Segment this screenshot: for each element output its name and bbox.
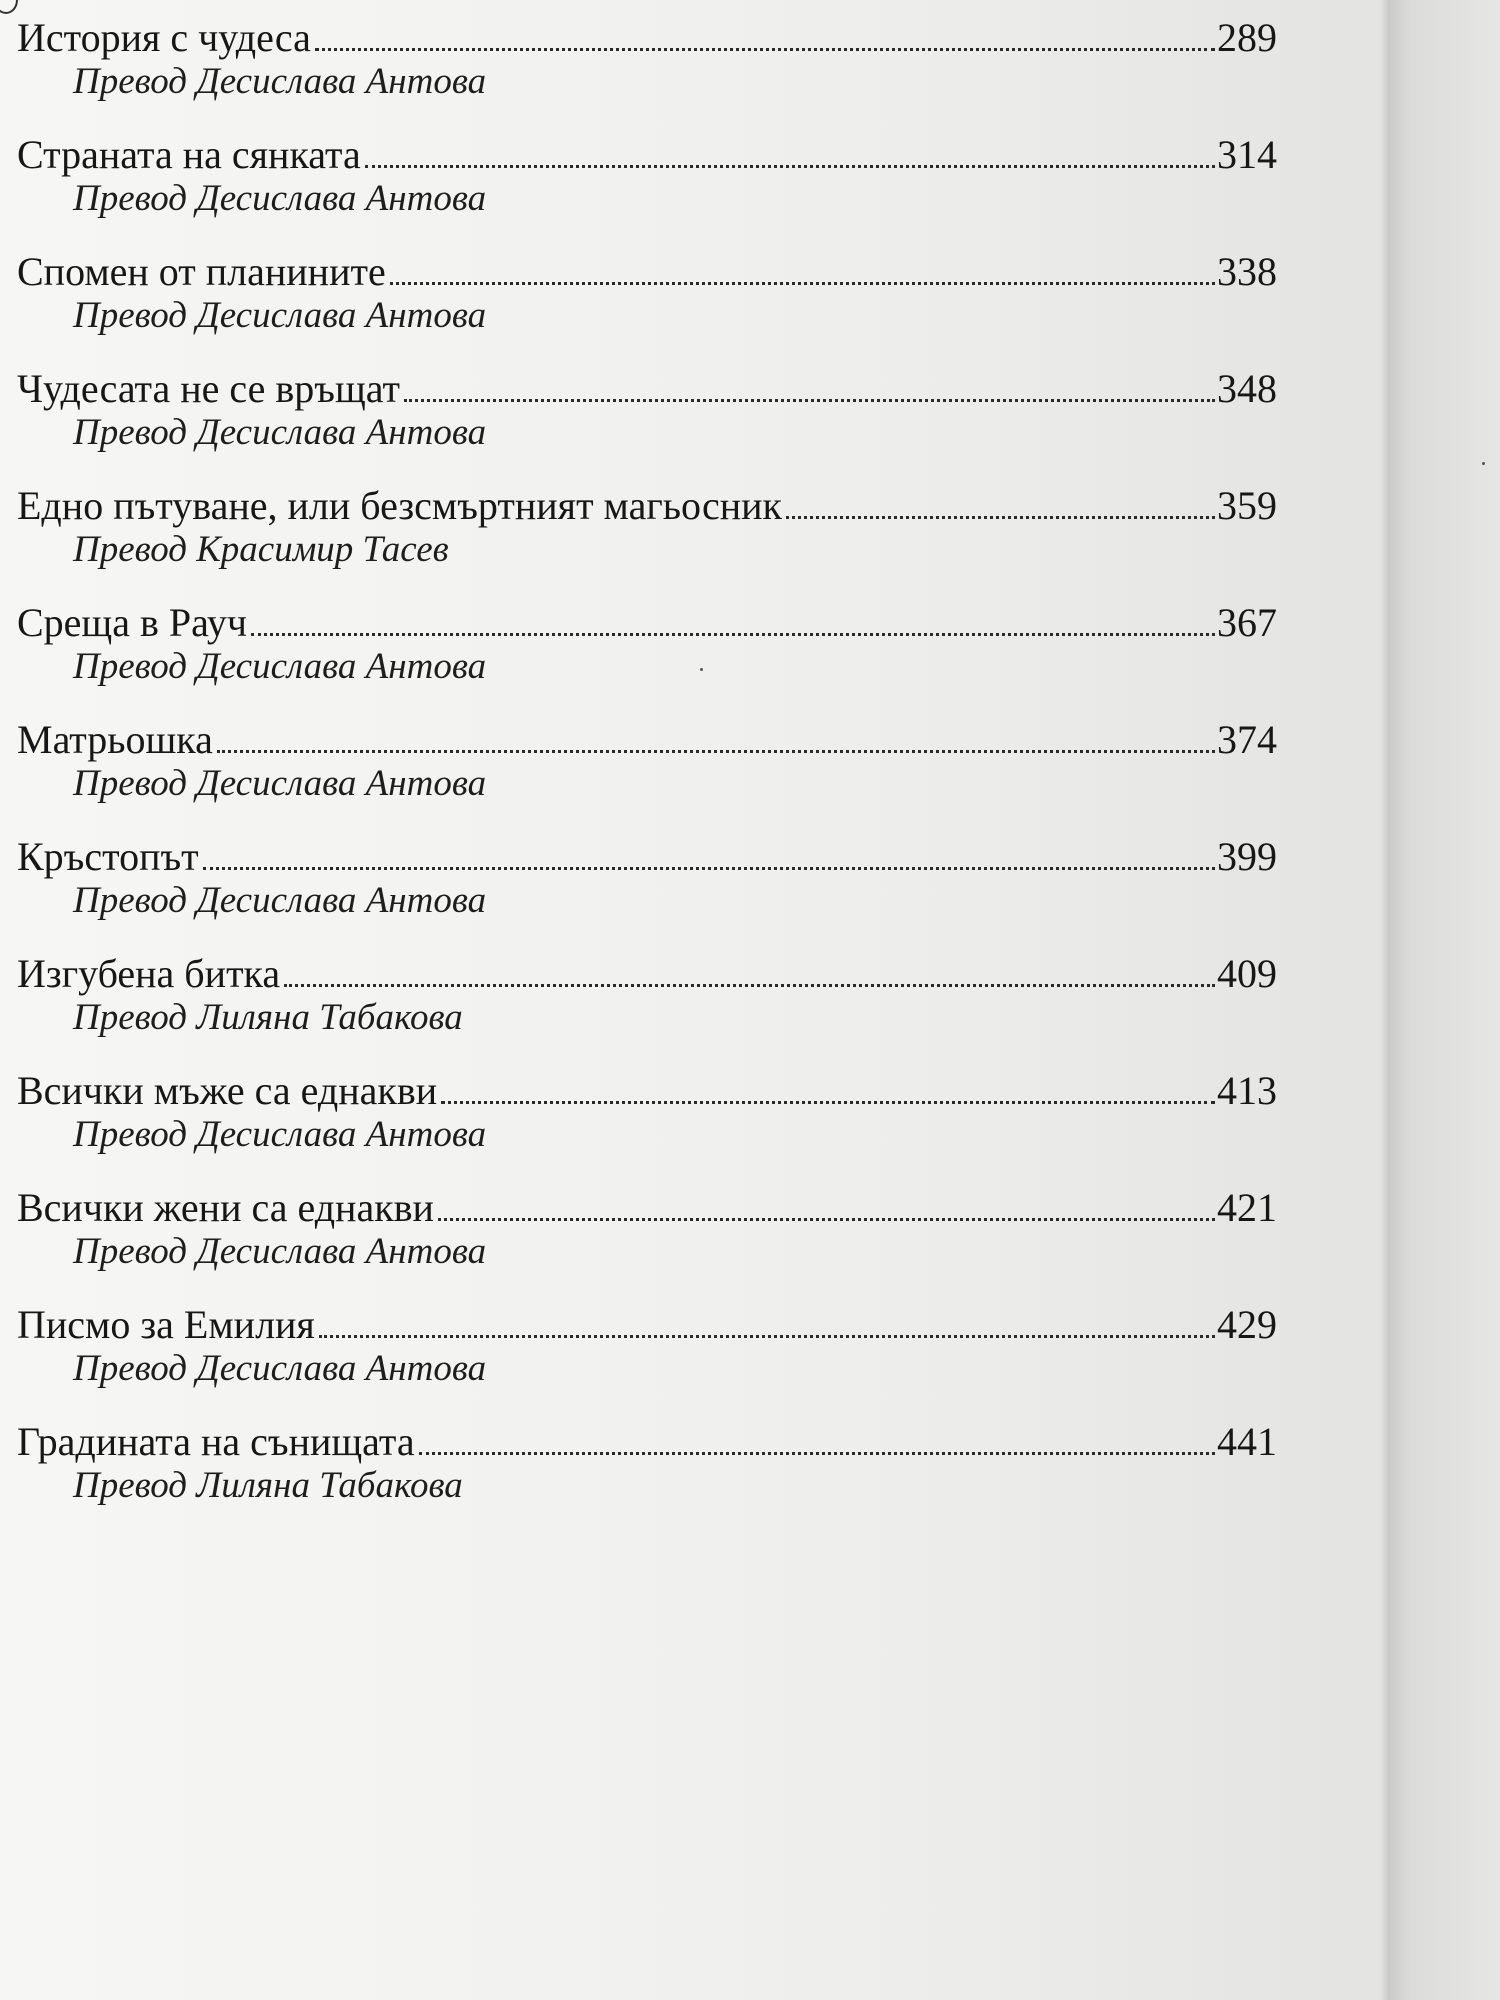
toc-title-line: [17, 819, 1277, 877]
toc-entry: [17, 117, 1277, 234]
toc-translator: Превод Лиляна Табакова: [73, 1465, 463, 1506]
toc-translator: Превод Десислава Антова: [73, 646, 487, 687]
toc-translator: Превод Десислава Антова: [73, 295, 487, 336]
toc-translator: Превод Красимир Тасев: [73, 529, 449, 570]
dot-leader: [404, 399, 1215, 402]
toc-page-number: 314: [1217, 132, 1277, 177]
toc-title-line: [17, 1404, 1277, 1462]
toc-page-number: 289: [1217, 15, 1277, 60]
toc-translator: Превод Десислава Антова: [73, 178, 487, 219]
toc-page-number: 359: [1217, 483, 1277, 528]
toc-page-number: 429: [1217, 1302, 1277, 1347]
toc-translator: Превод Десислава Антова: [73, 412, 487, 453]
toc-title: Всички мъже са еднакви: [17, 1068, 438, 1113]
toc-title: Едно пътуване, или безсмъртният магьосник: [17, 483, 782, 528]
toc-page-number: 421: [1217, 1185, 1277, 1230]
toc-title: Изгубена битка: [17, 951, 281, 996]
dot-leader: [438, 1218, 1215, 1221]
toc-title-line: [17, 936, 1277, 994]
dot-leader: [365, 165, 1215, 168]
toc-title: Спомен от планините: [17, 249, 386, 294]
toc-page-number: 399: [1217, 834, 1277, 879]
toc-entry: [17, 234, 1277, 351]
toc-title: Всички жени са еднакви: [17, 1185, 434, 1230]
toc-translator: Превод Десислава Антова: [73, 1348, 487, 1389]
toc-title-line: [17, 1170, 1277, 1228]
toc-entry: [17, 1053, 1277, 1170]
toc-entry: [17, 0, 1277, 117]
toc-entry: [17, 1404, 1277, 1521]
toc-title: Чудесата не се връщат: [17, 366, 400, 411]
dot-leader: [217, 750, 1215, 753]
dot-leader: [284, 984, 1215, 987]
toc-translator: Превод Десислава Антова: [73, 880, 487, 921]
dot-leader: [786, 516, 1215, 519]
toc-title: Среща в Рауч: [17, 600, 247, 645]
toc-page-number: 441: [1217, 1419, 1277, 1464]
table-of-contents: [17, 0, 1277, 1521]
toc-title-line: [17, 702, 1277, 760]
toc-title-line: [17, 1053, 1277, 1111]
toc-translator: Превод Десислава Антова: [73, 1231, 487, 1272]
toc-title: История с чудеса: [17, 15, 311, 60]
toc-translator: Превод Лиляна Табакова: [73, 997, 463, 1038]
toc-title-line: [17, 117, 1277, 175]
toc-page-number: 409: [1217, 951, 1277, 996]
toc-title: Градината на сънищата: [17, 1419, 415, 1464]
toc-entry: [17, 702, 1277, 819]
adjacent-page: [1388, 0, 1500, 2000]
dot-leader: [419, 1452, 1215, 1455]
toc-title: Страната на сянката: [17, 132, 361, 177]
toc-entry: [17, 1170, 1277, 1287]
toc-title: Кръстопът: [17, 834, 199, 879]
toc-translator: Превод Десислава Антова: [73, 61, 487, 102]
toc-page-number: 374: [1217, 717, 1277, 762]
toc-entry: [17, 351, 1277, 468]
toc-title-line: [17, 585, 1277, 643]
paper-speck: [1482, 462, 1485, 465]
toc-translator: Превод Десислава Антова: [73, 1114, 487, 1155]
dot-leader: [251, 633, 1215, 636]
toc-page-number: 413: [1217, 1068, 1277, 1113]
toc-title-line: [17, 468, 1277, 526]
dot-leader: [390, 282, 1215, 285]
toc-page-number: 348: [1217, 366, 1277, 411]
toc-title: Писмо за Емилия: [17, 1302, 315, 1347]
toc-title-line: [17, 351, 1277, 409]
toc-entry: [17, 468, 1277, 585]
dot-leader: [203, 867, 1215, 870]
dot-leader: [441, 1101, 1215, 1104]
toc-translator: Превод Десислава Антова: [73, 763, 487, 804]
toc-title: Матрьошка: [17, 717, 213, 762]
toc-entry: [17, 585, 1277, 702]
toc-entry: [17, 819, 1277, 936]
toc-title-line: [17, 234, 1277, 292]
toc-page-number: 367: [1217, 600, 1277, 645]
toc-entry: [17, 936, 1277, 1053]
dot-leader: [315, 48, 1215, 51]
toc-entry: [17, 1287, 1277, 1404]
dot-leader: [319, 1335, 1215, 1338]
toc-title-line: [17, 1287, 1277, 1345]
toc-page-number: 338: [1217, 249, 1277, 294]
toc-title-line: [17, 0, 1277, 58]
